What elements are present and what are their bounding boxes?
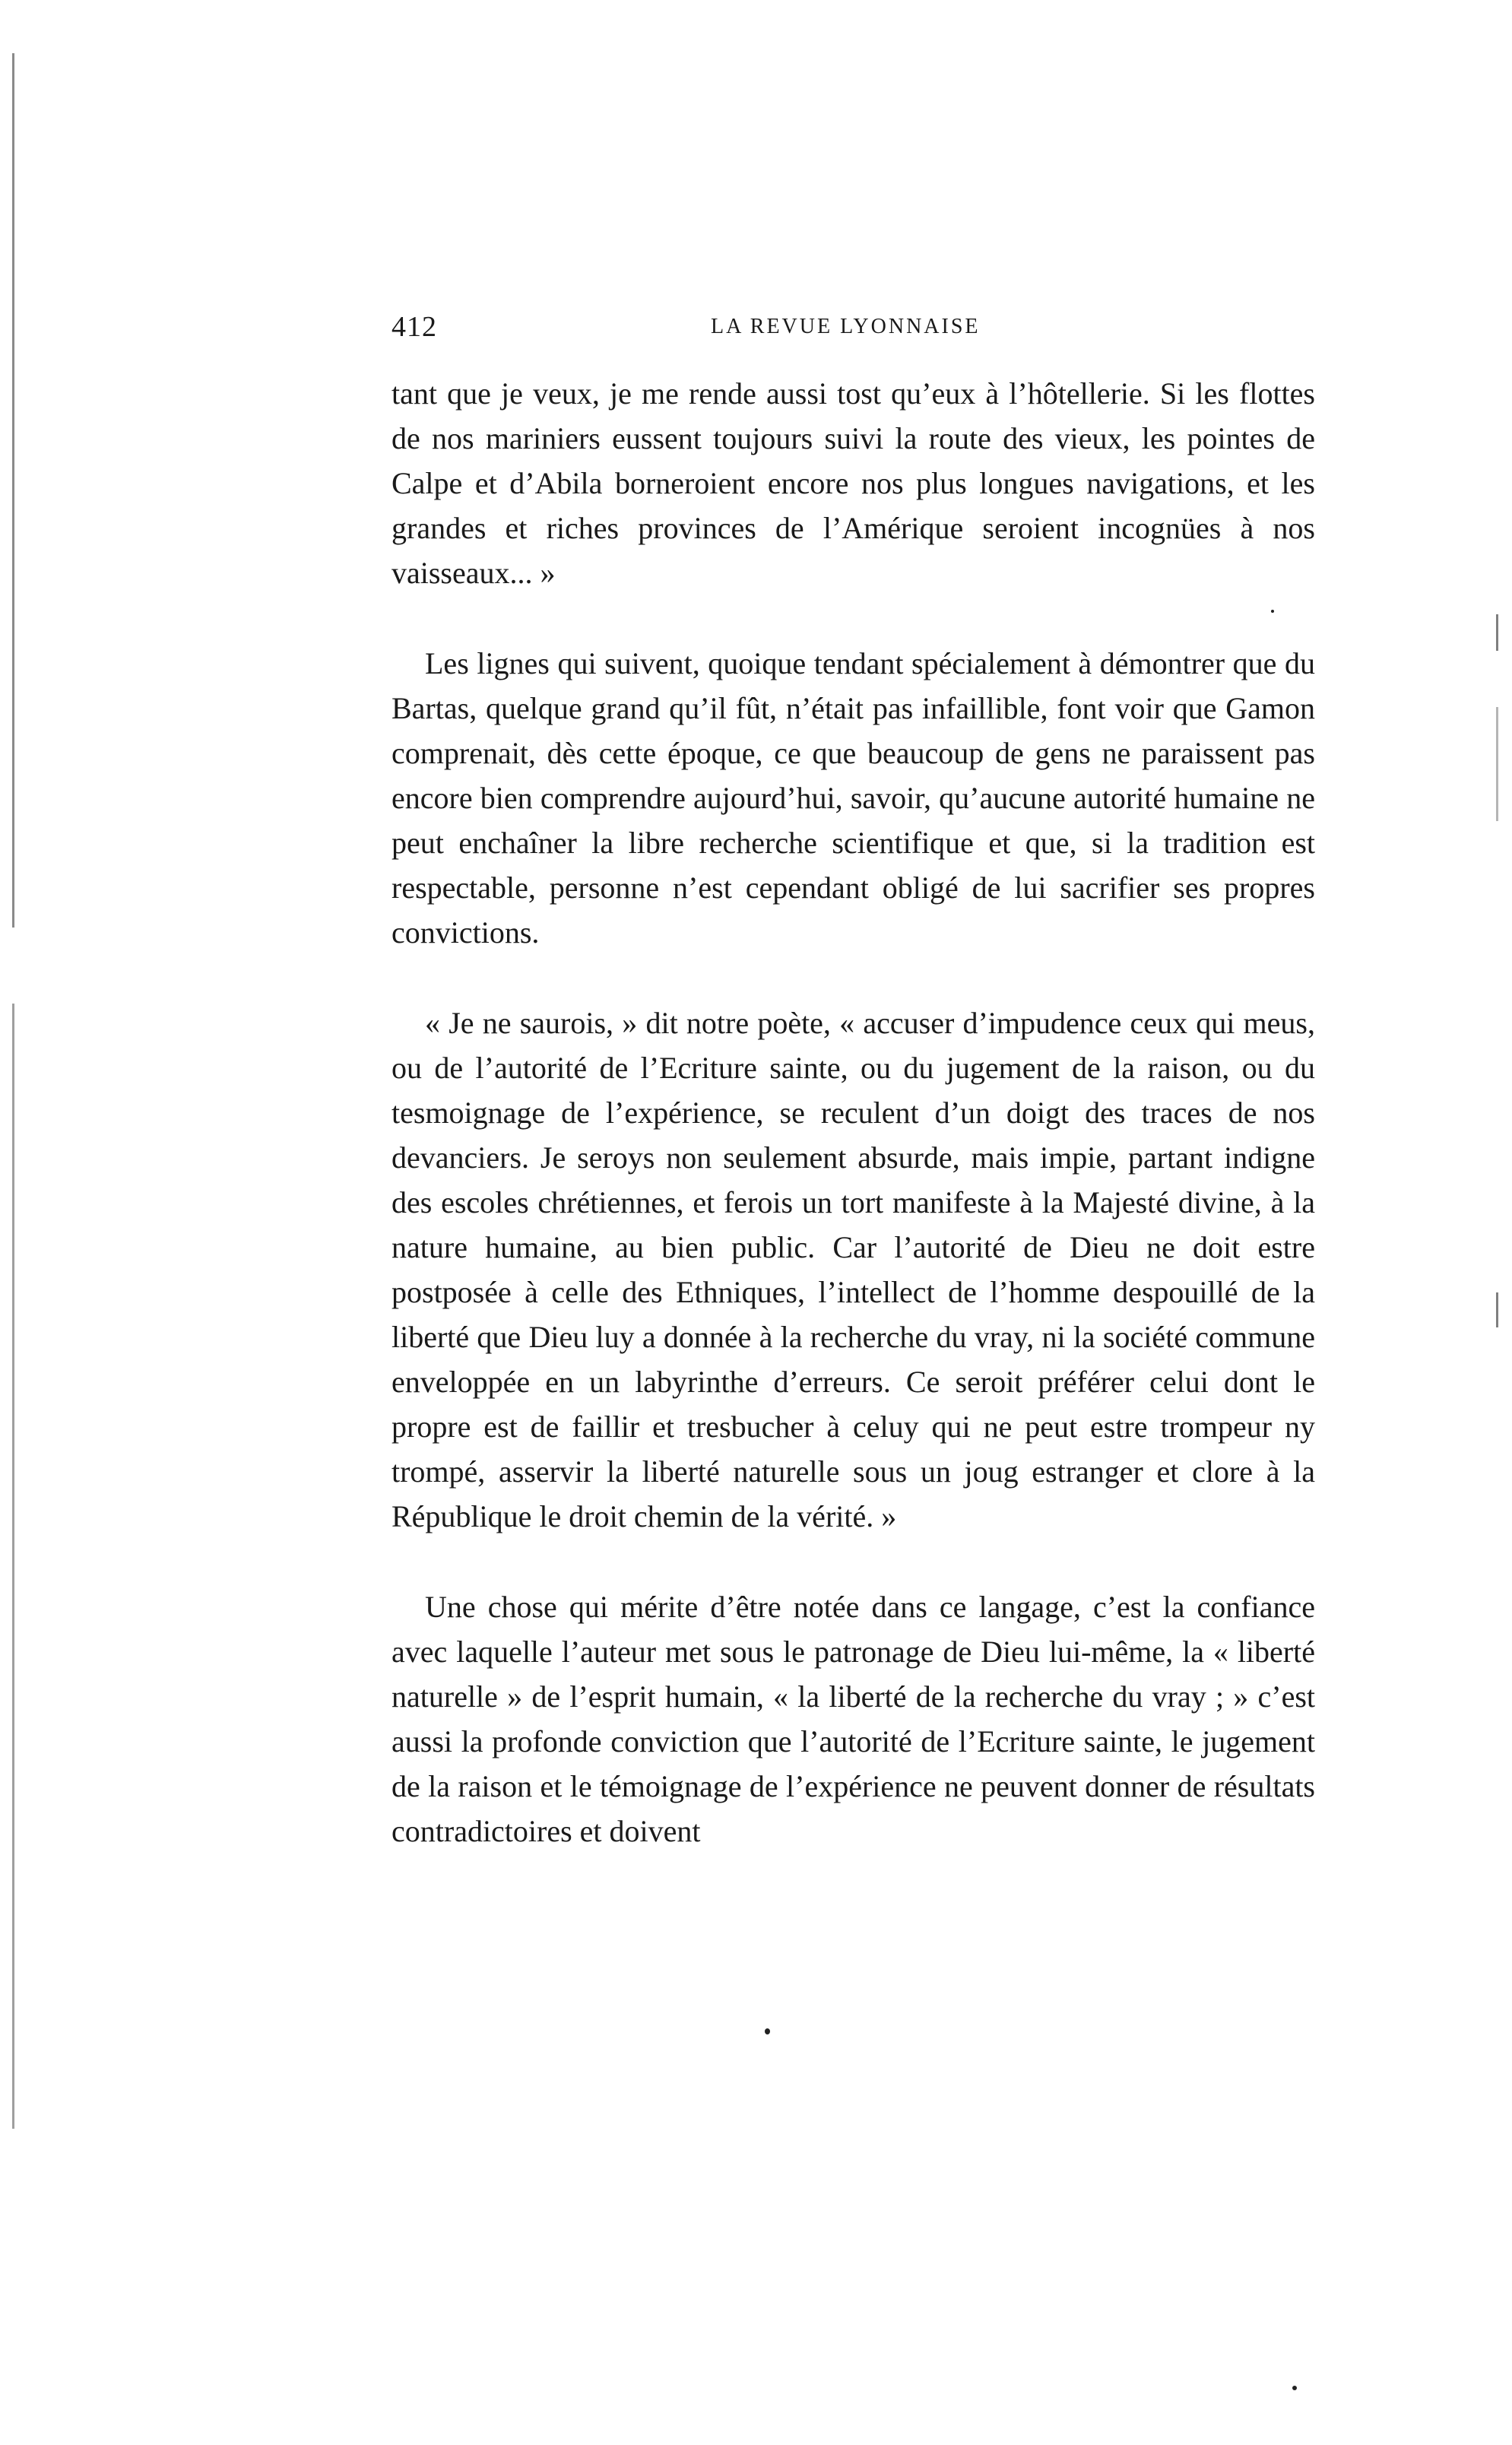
paragraph-3-quotation: « Je ne saurois, » dit notre poète, « accuser d’impudence ceux qui meus, ou de l’autorité de l’Ecriture sainte, ou du jugement de la raison, ou du tesmoignage de l’expérience, se reculent d’un doigt des traces de nos devanciers. Je seroys non seulement absurde, mais impie, partant indigne des escoles chrétiennes, et ferois un tort manifeste à la Majesté divine, à la nature humaine, au bien public. Car l’autorité de Dieu ne doit estre postposée à celle des Ethniques, l’intellect de l’homme despouillé de la liberté que Dieu luy a donnée à la recherche du vray, ni la société commune enveloppée en un labyrinthe d’erreurs. Ce seroit préférer celui dont le propre est de faillir et tresbucher à celuy qui ne peut estre trompeur ny trompé, asservir la liberté naturelle sous un joug estranger et clore à la République le droit chemin de la vérité. » (391, 1006, 1315, 1533)
page-number: 412 (391, 311, 437, 343)
left-edge-scan-line (12, 53, 14, 928)
ink-speck (765, 2028, 770, 2034)
running-head (391, 310, 1315, 348)
left-edge-scan-line-lower (12, 1004, 14, 2129)
right-edge-scan-mark-2 (1496, 707, 1498, 821)
paragraph-4: Une chose qui mérite d’être notée dans ce langage, c’est la confiance avec laquelle l’auteur met sous le patronage de Dieu lui-même, la « liberté naturelle » de l’esprit humain, « la liberté de la recherche du vray ; » c’est aussi la profonde conviction que l’autorité de l’Ecriture sainte, le jugement de la raison et le témoignage de l’expérience ne peuvent donner de résultats contradictoires et doivent (391, 1590, 1315, 1848)
right-edge-scan-mark (1496, 614, 1498, 651)
paragraph-1: tant que je veux, je me rende aussi tost qu’eux à l’hôtellerie. Si les flottes de nos mariniers eussent toujours suivi la route des vieux, les pointes de Calpe et d’Abila borneroient encore nos plus longues navigations, et les grandes et riches provinces de l’Amérique seroient incognües à nos vaisseaux... » (391, 376, 1315, 590)
right-edge-scan-mark-3 (1496, 1292, 1498, 1327)
journal-title: LA REVUE LYONNAISE (711, 315, 981, 338)
paragraph-2: Les lignes qui suivent, quoique tendant spécialement à démontrer que du Bartas, quelque grand qu’il fût, n’était pas infaillible, font voir que Gamon comprenait, dès cette époque, ce que beaucoup de gens ne paraissent pas encore bien comprendre aujourd’hui, savoir, qu’aucune autorité humaine ne peut enchaîner la libre recherche scientifique et que, si la tradition est respectable, personne n’est cependant obligé de lui sacrifier ses propres convictions. (391, 646, 1315, 950)
body-text (391, 371, 1315, 1854)
ink-speck-3 (1292, 2386, 1297, 2390)
